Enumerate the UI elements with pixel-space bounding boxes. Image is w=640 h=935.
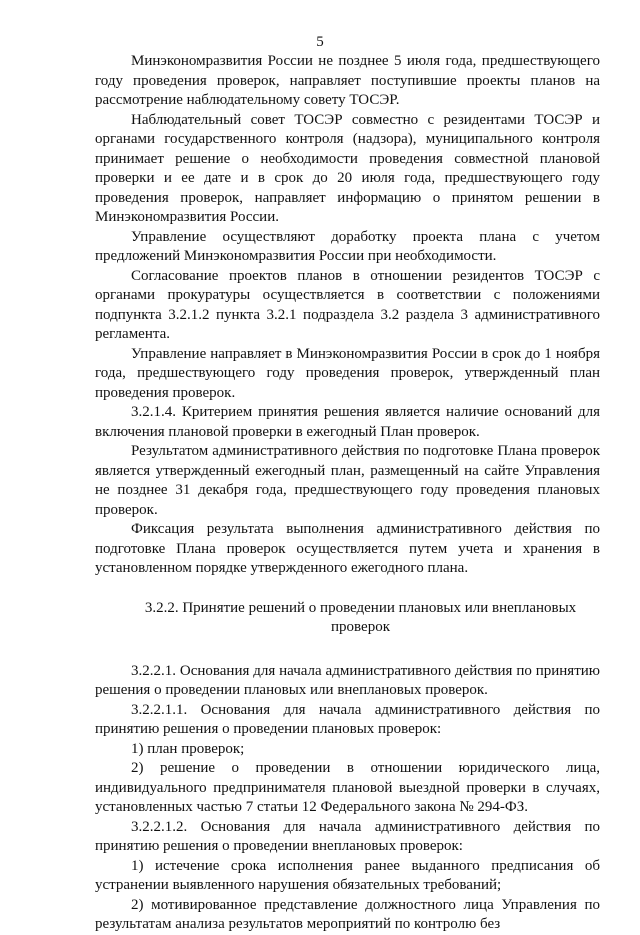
paragraph: Управление направляет в Минэкономразвития России в срок до 1 ноября года, предшествующего году проведения проверок, утвержденный план проведения проверок. — [95, 345, 600, 401]
section-heading: 3.2.2. Принятие решений о проведении плановых или внеплановых проверок — [144, 599, 577, 635]
paragraph: 3.2.2.1. Основания для начала административного действия по принятию решения о проведении плановых или внеплановых проверок. — [95, 662, 600, 698]
list-item: 1) истечение срока исполнения ранее выданного предписания об устранении выявленного нарушения обязательных требований; — [95, 857, 600, 893]
paragraph: Минэкономразвития России не позднее 5 июля года, предшествующего году проведения проверок, направляет поступившие проекты планов на рассмотрение наблюдательному совету ТОСЭР. — [95, 53, 600, 108]
paragraph: Согласование проектов планов в отношении резидентов ТОСЭР с органами прокуратуры осуществляется в соответствии с положениями подпункта 3.2.1.2 пункта 3.2.1 подраздела 3.2 раздела 3 административного регламента. — [95, 267, 600, 342]
paragraph: 3.2.2.1.1. Основания для начала административного действия по принятию решения о проведении плановых проверок: — [95, 701, 600, 737]
paragraph: Наблюдательный совет ТОСЭР совместно с резидентами ТОСЭР и органами государственного контроля (надзора), муниципального контроля принимает решение о необходимости проведения совместной плановой проверки и ее дате и в срок до 20 июля года, предшествующего году проведения проверок, направляет информацию о принятом решении в Минэкономразвития России. — [95, 111, 600, 225]
document-body — [95, 52, 600, 935]
list-item: 2) мотивированное представление должностного лица Управления по результатам анализа результатов мероприятий по контролю без — [95, 896, 600, 932]
paragraph: 3.2.2.1.2. Основания для начала административного действия по принятию решения о проведении внеплановых проверок: — [95, 818, 600, 854]
paragraph: Фиксация результата выполнения административного действия по подготовке Плана проверок осуществляется путем учета и хранения в установленном порядке утвержденного ежегодного плана. — [95, 521, 600, 576]
paragraph: Результатом административного действия по подготовке Плана проверок является утвержденный ежегодный план, размещенный на сайте Управления не позднее 31 декабря года, предшествующего году проведения плановых проверок. — [95, 443, 600, 518]
list-item: 2) решение о проведении в отношении юридического лица, индивидуального предпринимателя плановой выездной проверки в случаях, установленных частью 7 статьи 12 Федерального закона № 294-ФЗ. — [95, 760, 600, 815]
paragraph: Управление осуществляют доработку проекта плана с учетом предложений Минэкономразвития России при необходимости. — [95, 228, 600, 264]
page-number: 5 — [316, 34, 324, 50]
list-item: 1) план проверок; — [131, 740, 245, 757]
paragraph: 3.2.1.4. Критерием принятия решения является наличие оснований для включения плановой проверки в ежегодный План проверок. — [95, 404, 600, 440]
